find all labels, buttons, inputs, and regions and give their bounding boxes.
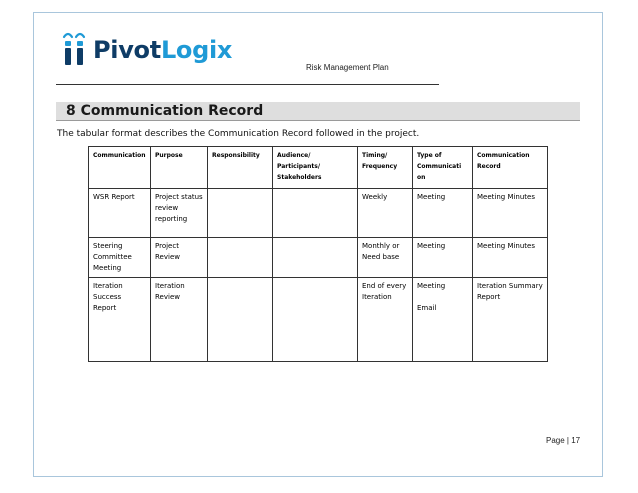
table-cell: Project Review: [151, 238, 208, 278]
header-cell: Communication: [89, 147, 151, 189]
table-cell: [208, 278, 273, 362]
communication-record-table: [88, 146, 548, 362]
table-cell: Steering Committee Meeting: [89, 238, 151, 278]
table-cell: WSR Report: [89, 189, 151, 238]
header-cell: Type of Communicati on: [413, 147, 473, 189]
table-cell: Meeting Minutes: [473, 189, 548, 238]
table-cell: [273, 278, 358, 362]
table-row: [89, 278, 548, 362]
table-cell: Meeting Email: [413, 278, 473, 362]
table-cell: Meeting: [413, 189, 473, 238]
section-heading: 8 Communication Record: [66, 103, 264, 119]
page-number: Page | 17: [546, 436, 581, 445]
table-cell: [208, 238, 273, 278]
section-heading-bar: [56, 102, 580, 121]
table-cell: Weekly: [358, 189, 413, 238]
header-cell: Responsibility: [208, 147, 273, 189]
table-cell: Meeting Minutes: [473, 238, 548, 278]
header-cell: Purpose: [151, 147, 208, 189]
header-cell: Communication Record: [473, 147, 548, 189]
table-cell: Monthly or Need base: [358, 238, 413, 278]
header-cell: Audience/ Participants/ Stakeholders: [273, 147, 358, 189]
table-cell: Iteration Review: [151, 278, 208, 362]
table-cell: End of every Iteration: [358, 278, 413, 362]
logo-mark-icon: [62, 30, 88, 70]
table-cell: Iteration Summary Report: [473, 278, 548, 362]
table-cell: Meeting: [413, 238, 473, 278]
table-row: [89, 238, 548, 278]
table-cell: Iteration Success Report: [89, 278, 151, 362]
table-cell: [273, 189, 358, 238]
document-title: Risk Management Plan: [306, 63, 389, 72]
header-cell: Timing/ Frequency: [358, 147, 413, 189]
table-cell: Project status review reporting: [151, 189, 208, 238]
intro-paragraph: The tabular format describes the Communication Record followed in the project.: [57, 129, 420, 139]
logo-wordmark: PivotLogix: [93, 36, 233, 64]
header-divider: [56, 84, 439, 85]
table-row: [89, 189, 548, 238]
table-cell: [208, 189, 273, 238]
table-header-row: [89, 147, 548, 189]
table-cell: [273, 238, 358, 278]
